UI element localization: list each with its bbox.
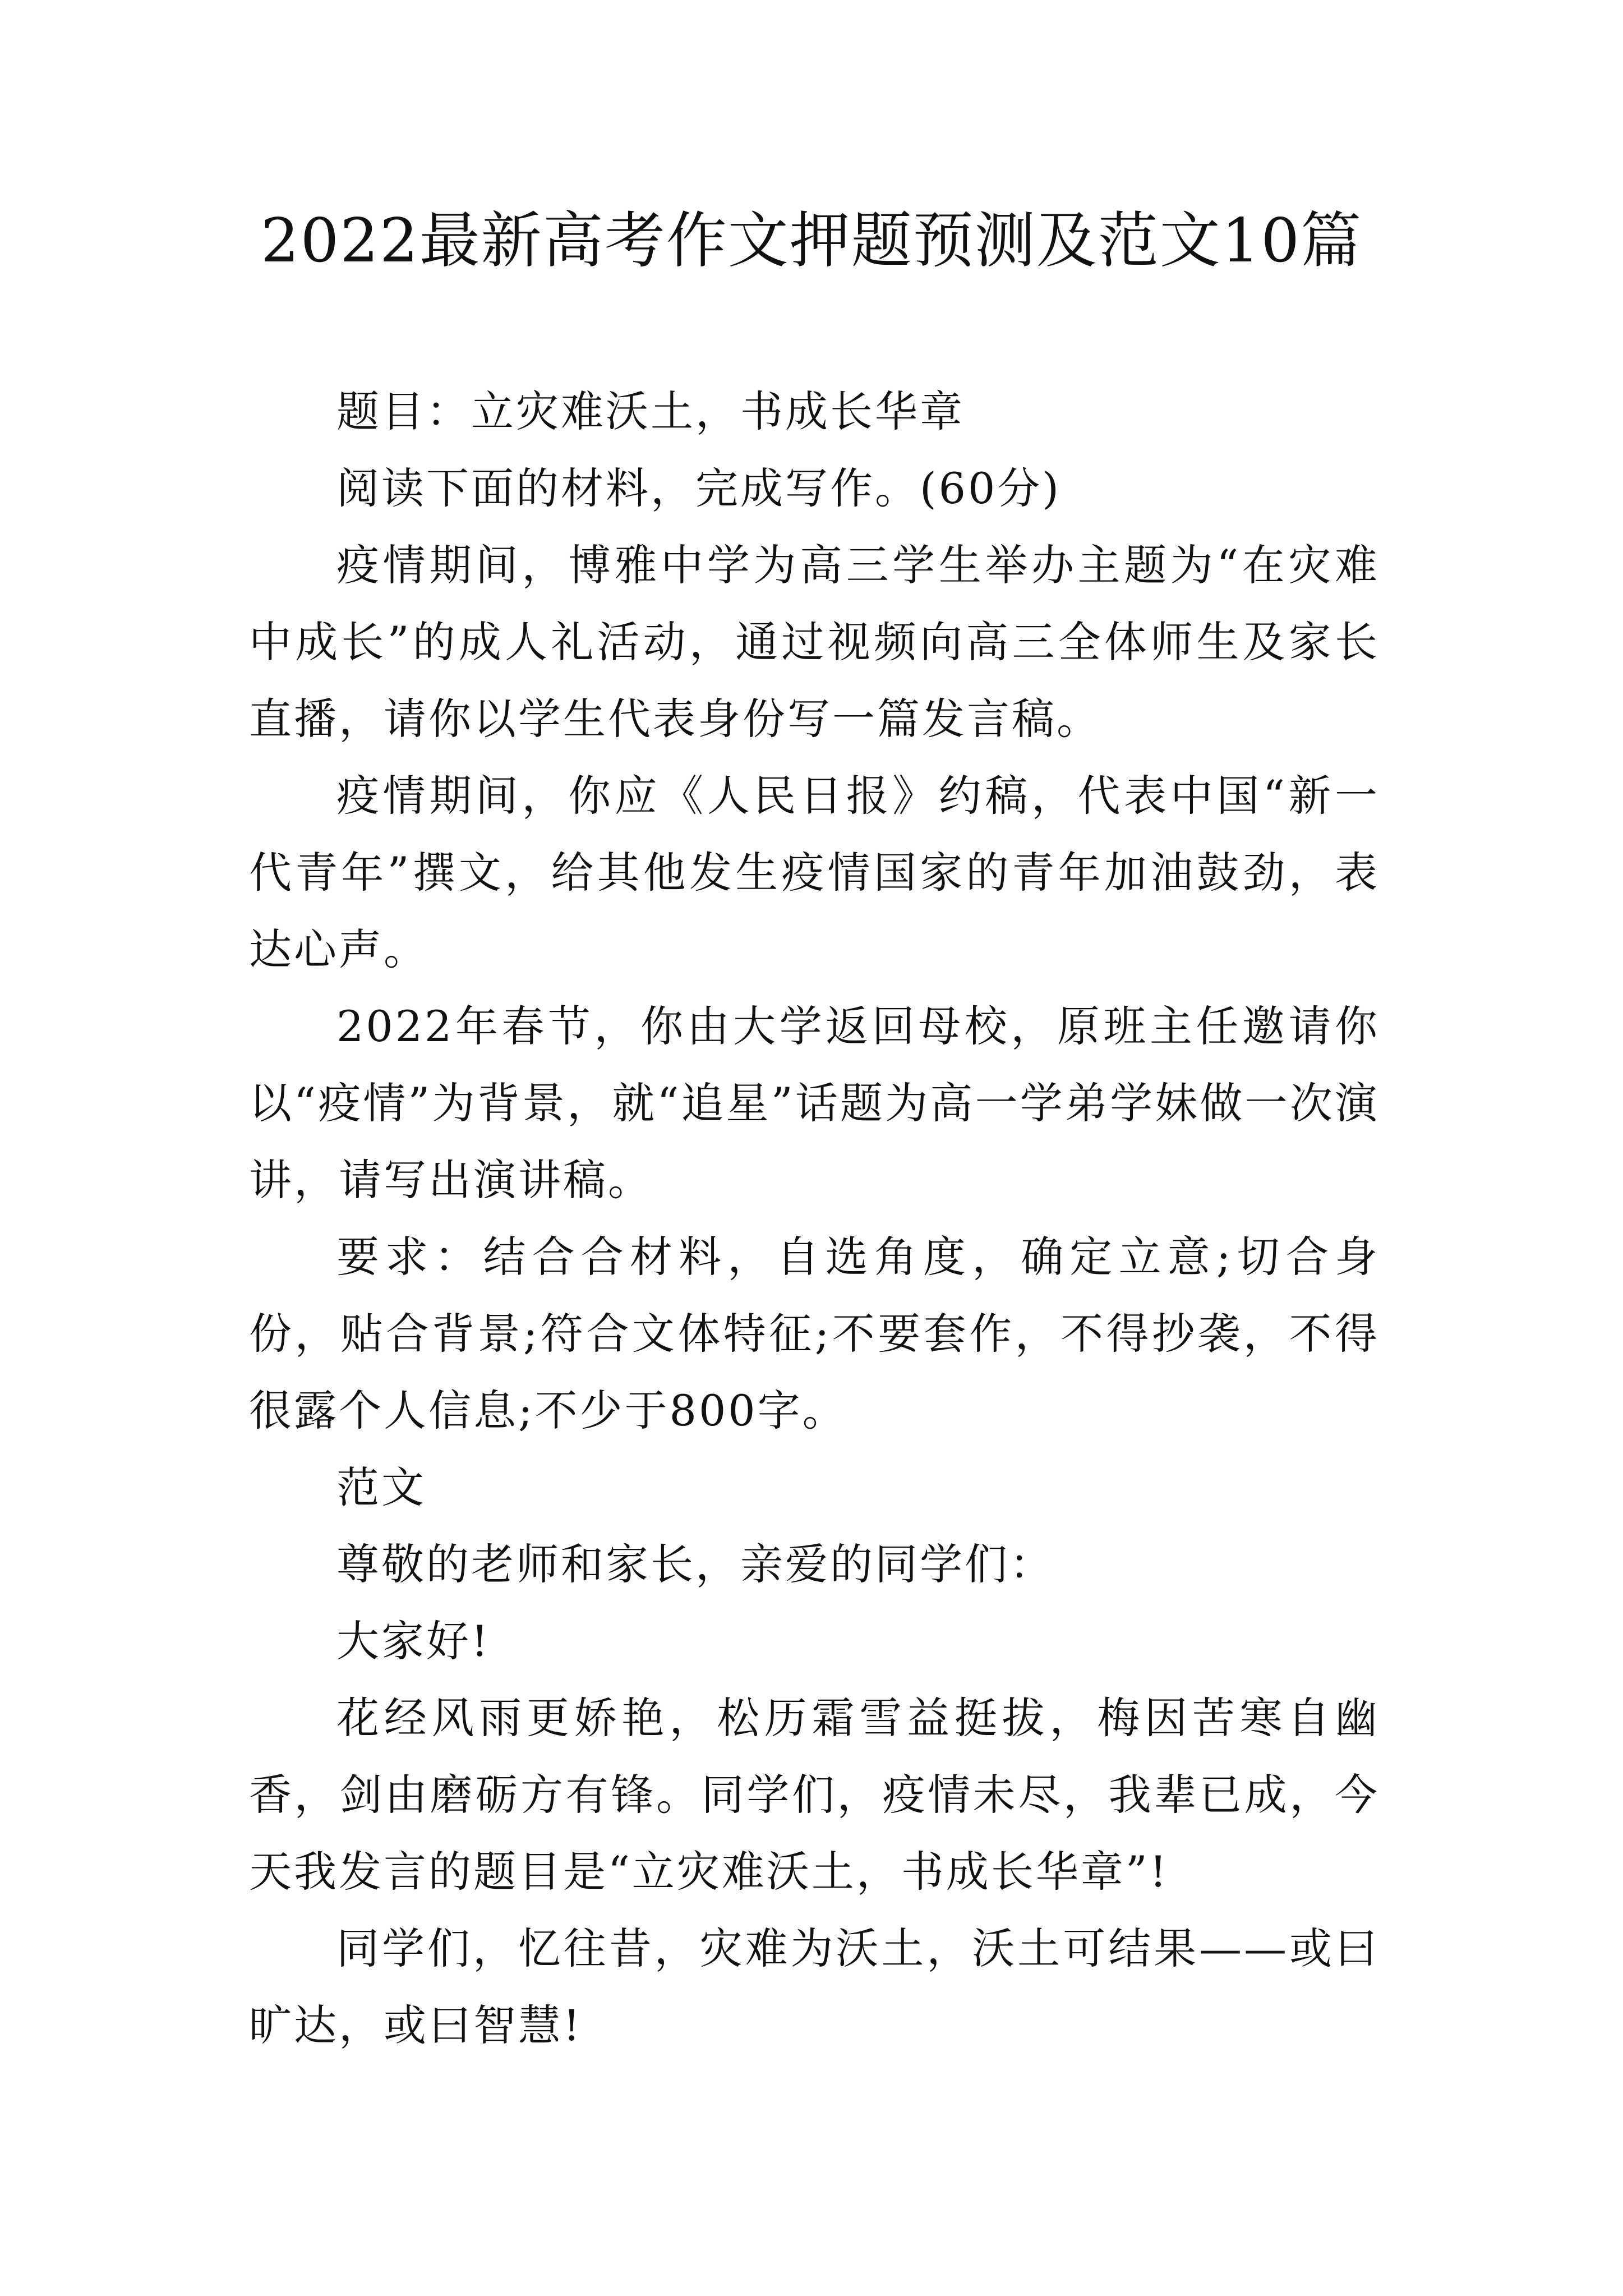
document-body	[249, 373, 1380, 2064]
paragraph-material-3: 2022年春节，你由大学返回母校，原班主任邀请你以“疫情”为背景，就“追星”话题为高一学弟学妹做一次演讲，请写出演讲稿。	[249, 1001, 1380, 1205]
document-title: 2022最新高考作文押题预测及范文10篇	[260, 206, 1363, 276]
paragraph-sample-heading: 范文	[336, 1462, 426, 1512]
paragraph-salutation: 尊敬的老师和家长，亲爱的同学们：	[336, 1539, 1054, 1589]
paragraph-essay-2: 同学们，忆往昔，灾难为沃土，沃土可结果——或曰旷达，或曰智慧!	[249, 1924, 1380, 2050]
paragraph-greeting: 大家好!	[336, 1616, 491, 1666]
paragraph-essay-1: 花经风雨更娇艳，松历霜雪益挺拔，梅因苦寒自幽香，剑由磨砺方有锋。同学们，疫情未尽，我辈已成，今天我发言的题目是“立灾难沃土，书成长华章”!	[249, 1693, 1380, 1897]
paragraph-instruction: 阅读下面的材料，完成写作。(60分)	[336, 463, 1062, 513]
paragraph-material-2: 疫情期间，你应《人民日报》约稿，代表中国“新一代青年”撰文，给其他发生疫情国家的青年加油鼓劲，表达心声。	[249, 771, 1380, 974]
paragraph-topic: 题目：立灾难沃土，书成长华章	[336, 386, 965, 436]
paragraph-requirements: 要求：结合合材料，自选角度，确定立意;切合身份，贴合背景;符合文体特征;不要套作，不得抄袭，不得很露个人信息;不少于800字。	[249, 1232, 1380, 1435]
paragraph-material-1: 疫情期间，博雅中学为高三学生举办主题为“在灾难中成长”的成人礼活动，通过视频向高三全体师生及家长直播，请你以学生代表身份写一篇发言稿。	[249, 540, 1380, 744]
